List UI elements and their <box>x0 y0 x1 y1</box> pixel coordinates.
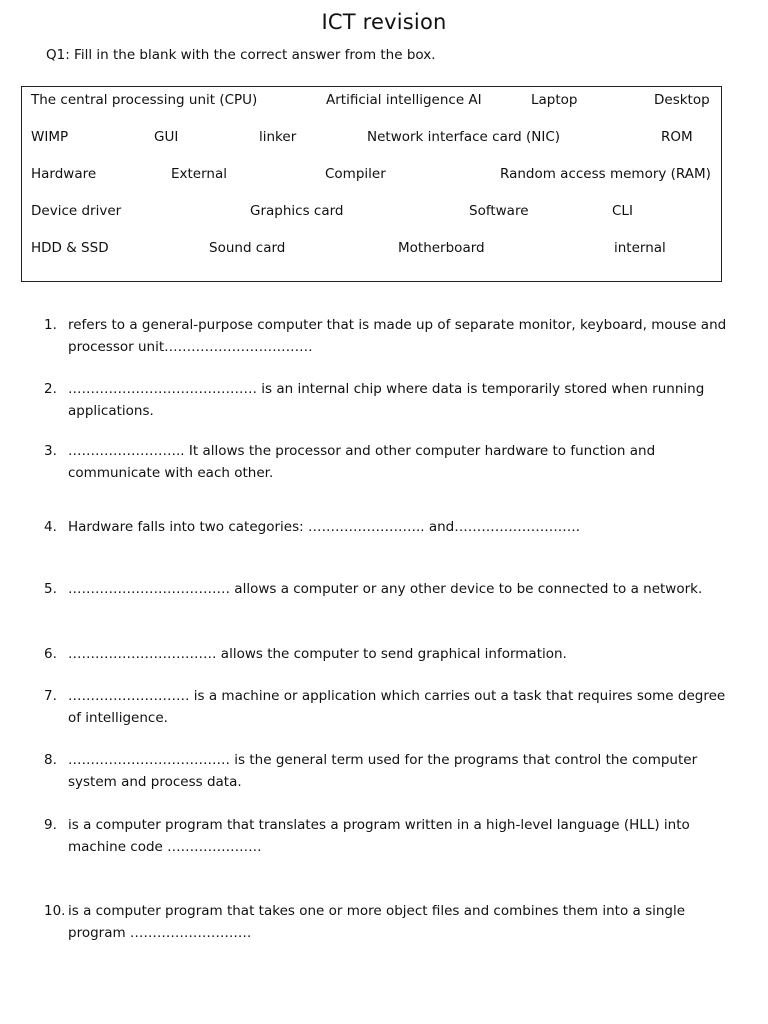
question-text: ……………………… is a machine or application which carries out a task that requires some degree of intelligence. <box>68 688 726 726</box>
question-number: 3. <box>44 443 57 459</box>
question-text: …………………….. It allows the processor and other computer hardware to function and communicate with each other. <box>68 443 656 481</box>
question-number: 9. <box>44 817 57 833</box>
word-laptop: Laptop <box>531 92 578 108</box>
word-motherboard: Motherboard <box>398 240 485 256</box>
question-number: 1. <box>44 317 57 333</box>
word-cli: CLI <box>612 203 633 219</box>
question-text: refers to a general-purpose computer that is made up of separate monitor, keyboard, mouse and processor unit…………………………… <box>68 317 727 355</box>
question-number: 8. <box>44 752 57 768</box>
question-text: ……………………………… allows a computer or any other device to be connected to a network. <box>68 581 703 597</box>
word-cpu: The central processing unit (CPU) <box>31 92 258 108</box>
word-software: Software <box>469 203 529 219</box>
word-rom: ROM <box>661 129 693 145</box>
instruction: Q1: Fill in the blank with the correct answer from the box. <box>46 47 436 63</box>
word-internal: internal <box>614 240 666 256</box>
question-text: is a computer program that translates a program written in a high-level language (HLL) into machine code ………………… <box>68 817 690 855</box>
word-ram: Random access memory (RAM) <box>500 166 711 182</box>
word-wimp: WIMP <box>31 129 69 145</box>
question-number: 10. <box>44 903 66 919</box>
question-text: ……………………………… is the general term used for the programs that control the computer system and process data. <box>68 752 698 790</box>
word-linker: linker <box>259 129 297 145</box>
word-sound-card: Sound card <box>209 240 286 256</box>
question-number: 2. <box>44 381 57 397</box>
question-text: …………………………… allows the computer to send graphical information. <box>68 646 567 662</box>
word-device-driver: Device driver <box>31 203 122 219</box>
word-gui: GUI <box>154 129 179 145</box>
page-title: ICT revision <box>321 10 447 34</box>
question-text: Hardware falls into two categories: …………………….. and………………………. <box>68 519 581 535</box>
question-number: 6. <box>44 646 57 662</box>
question-text: …………………………………… is an internal chip where data is temporarily stored when running applications. <box>68 381 705 419</box>
question-text: is a computer program that takes one or more object files and combines them into a single program ……………………… <box>68 903 686 941</box>
word-compiler: Compiler <box>325 166 386 182</box>
word-external: External <box>171 166 228 182</box>
word-ai: Artificial intelligence AI <box>326 92 482 108</box>
word-nic: Network interface card (NIC) <box>367 129 561 145</box>
question-number: 4. <box>44 519 57 535</box>
question-number: 7. <box>44 688 57 704</box>
word-hardware: Hardware <box>31 166 97 182</box>
word-hdd-ssd: HDD & SSD <box>31 240 109 256</box>
word-desktop: Desktop <box>654 92 710 108</box>
word-graphics-card: Graphics card <box>250 203 344 219</box>
question-number: 5. <box>44 581 57 597</box>
